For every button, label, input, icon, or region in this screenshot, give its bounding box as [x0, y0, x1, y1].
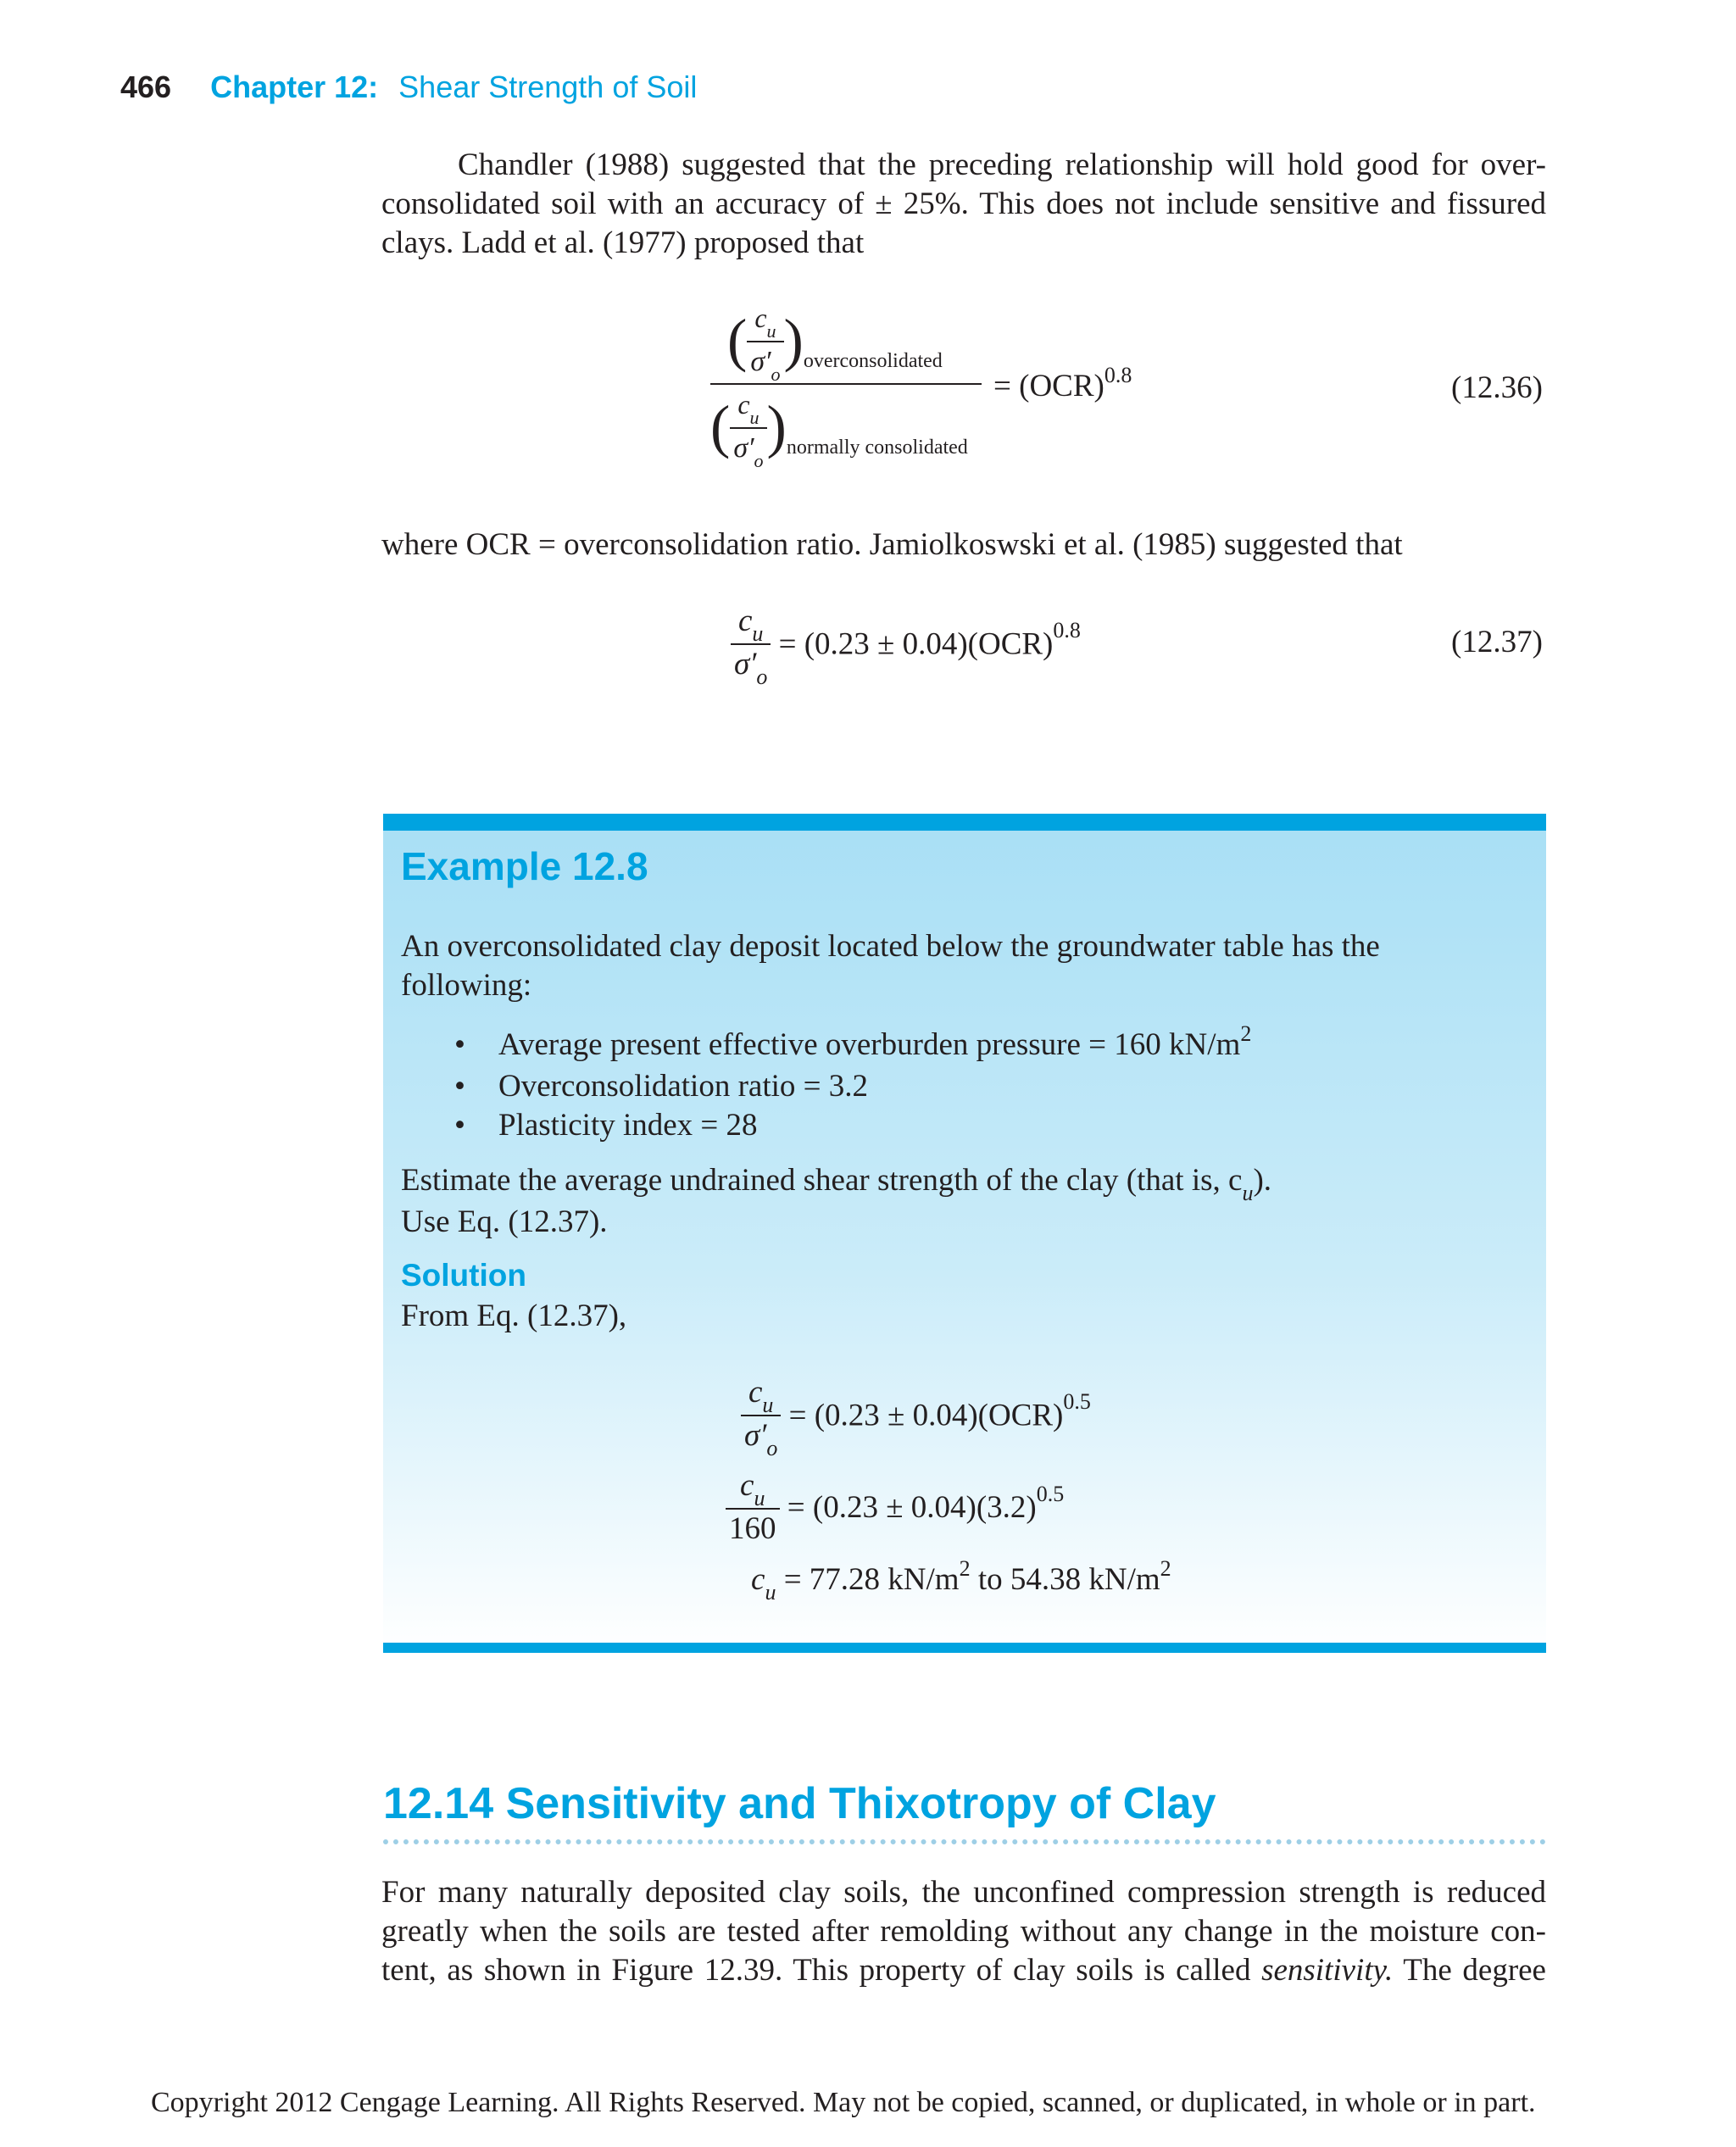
- eq-12-36-overconsolidated: overconsolidated: [803, 349, 943, 372]
- equation-12-36: [710, 298, 982, 470]
- eq-12-37-number: (12.37): [1451, 625, 1543, 659]
- section-heading: 12.14 Sensitivity and Thixotropy of Clay: [383, 1779, 1216, 1828]
- example-question-line-1: Estimate the average undrained shear strength of the clay (that is, $c_u$).: [401, 1163, 1272, 1205]
- section-paragraph: [381, 1873, 1546, 1990]
- example-bottom-rule: [383, 1643, 1546, 1653]
- intro-paragraph: [381, 146, 1546, 263]
- solution-label: Solution: [401, 1258, 526, 1293]
- equation-12-37: [731, 602, 1081, 687]
- where-line: where OCR = overconsolidation ratio. Jamiolkoswski et al. (1985) suggested that: [381, 527, 1403, 562]
- solution-eq-2-rhs: = (0.23 ± 0.04)(3.2): [787, 1490, 1037, 1525]
- eq-12-36-rhs: = (OCR): [993, 369, 1104, 403]
- solution-eq-3-a: = 77.28 kN/m: [783, 1562, 960, 1597]
- example-bullets: [454, 1021, 1472, 1145]
- eq-12-36-denominator: ( $\frac{c_u}{\sigma'_o}$ )$_{normally consolidated}$: [710, 389, 968, 471]
- bullet-item: • Plasticity index = 28: [454, 1106, 1472, 1145]
- solution-eq-1-exponent: 0.5: [1063, 1389, 1091, 1415]
- example-question-line-2: Use Eq. (12.37).: [401, 1204, 608, 1239]
- solution-eq-3: $c_u = 77.28$ $kN/m^2$ to 54.38 $kN/m^2$: [751, 1556, 1171, 1605]
- solution-eq-1-rhs: = (0.23 ± 0.04)(OCR): [788, 1398, 1064, 1433]
- bullet-item: • Average present effective overburden pressure = 160 $kN/m^2$: [454, 1026, 1472, 1067]
- intro-line-1: Chandler (1988) suggested that the preceding relationship will hold good for over-: [458, 147, 1546, 182]
- section-line-2: greatly when the soils are tested after remolding without any change in the moisture con-: [381, 1914, 1546, 1949]
- chapter-label: Chapter 12:: [210, 70, 379, 104]
- example-top-rule: [383, 814, 1546, 831]
- eq-12-36-rhs-wrap: [993, 363, 1132, 404]
- running-head: [120, 70, 697, 105]
- solution-eq-1: $\frac{c_u}{\sigma'_o}$ = (0.23 ± 0.04)(OCR)$^{0.5}$: [741, 1373, 1091, 1458]
- copyright-notice: Copyright 2012 Cengage Learning. All Rights Reserved. May not be copied, scanned, or duplicated, in whole or in part.: [151, 2087, 1536, 2118]
- eq-12-37-exponent: 0.8: [1053, 618, 1081, 643]
- solution-eq-2-denominator: 160: [729, 1511, 776, 1546]
- section-line-3: tent, as shown in Figure 12.39. This property of clay soils is called sensitivity. The degree: [381, 1953, 1546, 1988]
- example-intro-line-2: following:: [401, 968, 532, 1003]
- eq-12-36-normally-consolidated: normally consolidated: [786, 436, 968, 459]
- bullet-item: • Overconsolidation ratio = 3.2: [454, 1067, 1472, 1106]
- chapter-title: Shear Strength of Soil: [398, 70, 698, 104]
- solution-eq-2-exponent: 0.5: [1036, 1481, 1065, 1506]
- example-intro: [401, 927, 1520, 1005]
- eq-12-36-exponent: 0.8: [1104, 363, 1132, 387]
- section-line-1: For many naturally deposited clay soils, the unconfined compression strength is reduced: [381, 1875, 1546, 1910]
- solution-eq-2: $\frac{c_u}{160}$ = $(0.23 \pm 0.04)(3.2)^{0.5}$: [726, 1466, 1064, 1549]
- eq-12-37-rhs: = (0.23 ± 0.04)(OCR): [778, 626, 1054, 662]
- eq-12-36-numerator: ( $\frac{c_u}{\sigma'_o}$ )$_{overconsolidated}$: [727, 303, 943, 385]
- example-intro-line-1: An overconsolidated clay deposit located below the groundwater table has the: [401, 929, 1380, 964]
- solution-eq-3-b: to 54.38 kN/m: [970, 1562, 1160, 1597]
- intro-line-2: consolidated soil with an accuracy of ± 25%. This does not include sensitive and fissured: [381, 186, 1546, 221]
- example-title: Example 12.8: [401, 844, 648, 888]
- solution-intro: From Eq. (12.37),: [401, 1299, 627, 1333]
- intro-line-3: clays. Ladd et al. (1977) proposed that: [381, 225, 865, 260]
- eq-12-36-fraction: [710, 298, 982, 470]
- section-dotted-rule: [383, 1839, 1546, 1844]
- page-number: 466: [120, 70, 172, 104]
- eq-12-37-fraction: $\frac{c_u}{\sigma'_o}$: [731, 602, 771, 687]
- eq-12-36-number: (12.36): [1451, 370, 1543, 405]
- example-question: [401, 1161, 1520, 1242]
